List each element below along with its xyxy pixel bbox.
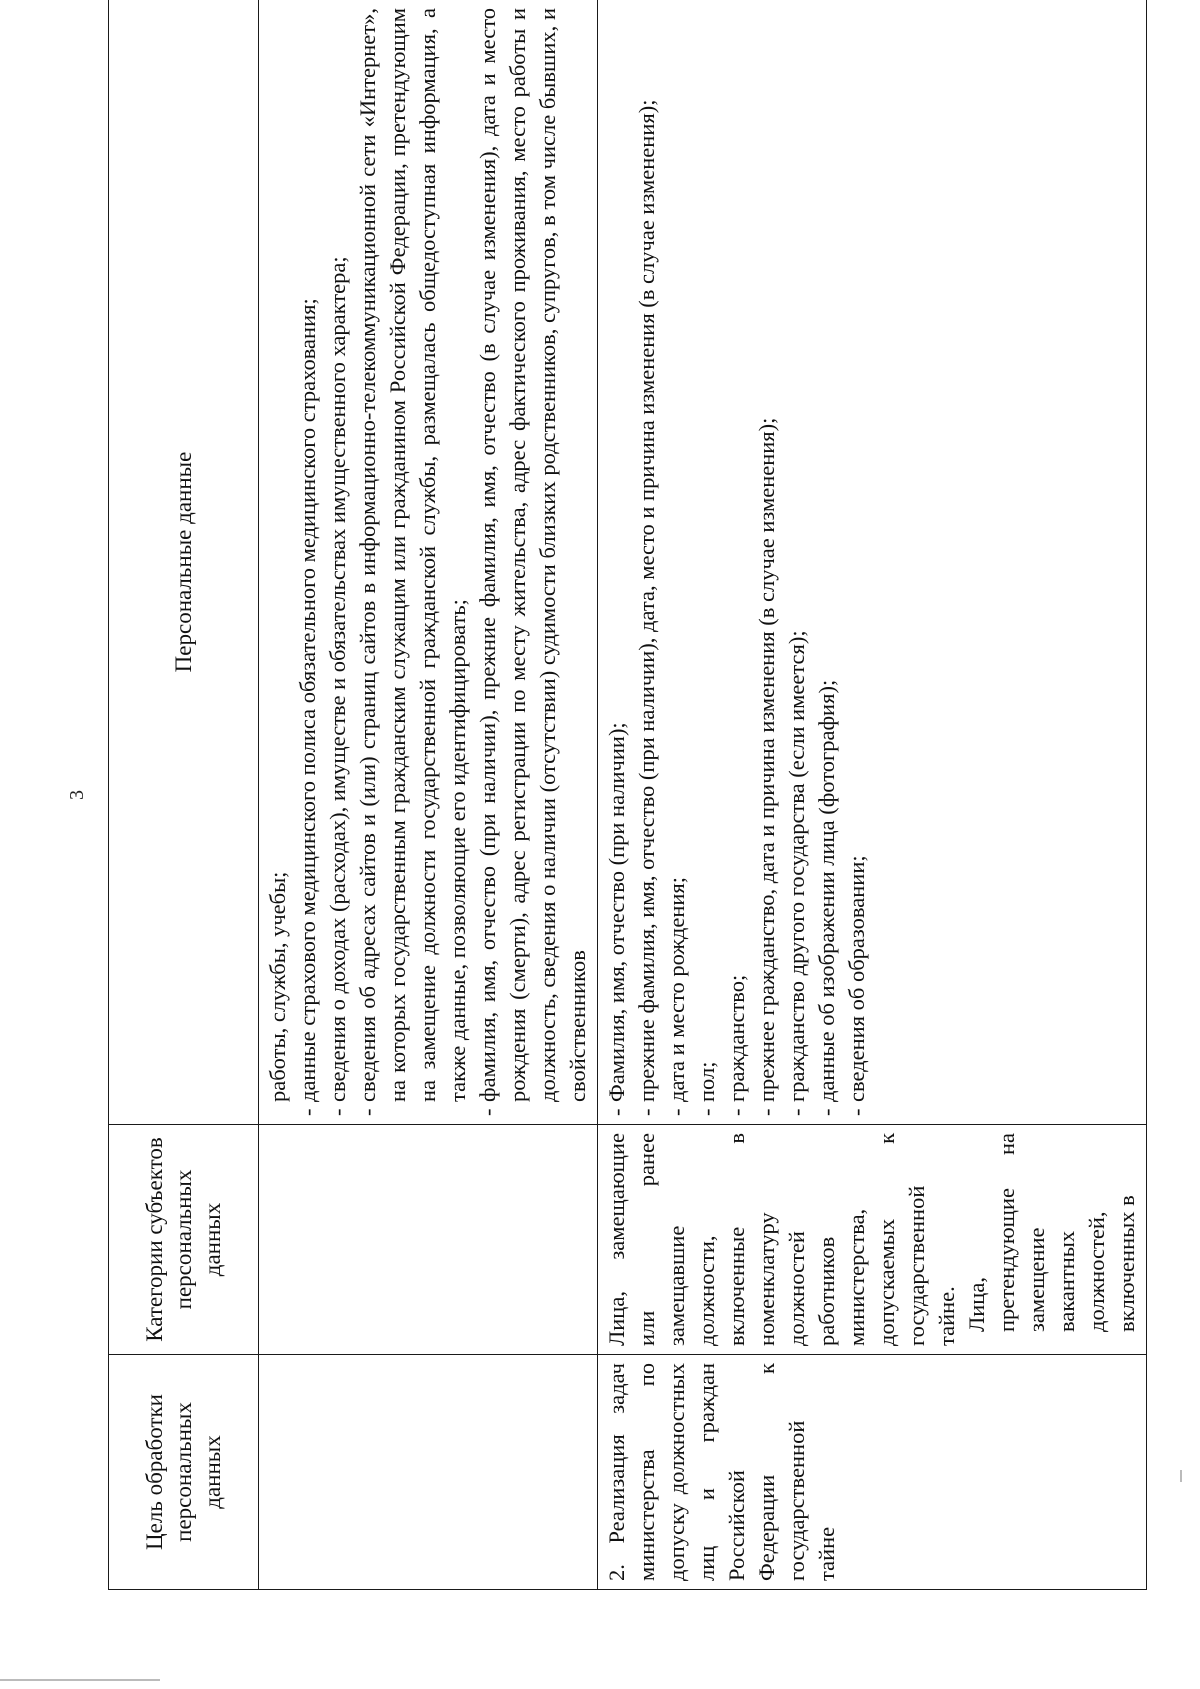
personal-data-list (263, 8, 593, 1116)
table-header-row (109, 0, 259, 1590)
table-row-2 (598, 0, 1147, 1590)
category-item: Лица, замещающие или ранее замещавшие должности, включенные в номенклатуру должностей работников министерства, допускаемых к государственной тайне. (604, 1133, 959, 1346)
list-item: - Фамилия, имя, отчество (при наличии); (602, 8, 632, 1116)
personal-data-list (602, 8, 872, 1116)
cell-categories (598, 1125, 1147, 1355)
list-item: - прежние фамилия, имя, отчество (при наличии), дата, место и причина изменения (в случае изменения); (632, 8, 662, 1116)
cell-personal-data (598, 0, 1147, 1125)
cell-personal-data (259, 0, 598, 1125)
list-item: - прежнее гражданство, дата и причина изменения (в случае изменения); (752, 8, 782, 1116)
scan-artifact (1180, 1470, 1182, 1482)
table-row-continuation (259, 0, 598, 1590)
cell-categories-empty (259, 1125, 598, 1355)
cell-purpose: 2. Реализация задач министерства по допуску должностных лиц и граждан Российской Федерации к государственной тайне (598, 1355, 1147, 1590)
cell-purpose-empty (259, 1355, 598, 1590)
rotated-sheet (108, 0, 1139, 1590)
list-item: - пол; (692, 8, 722, 1116)
page-number: 3 (66, 790, 88, 800)
list-item: - данные об изображении лица (фотография); (812, 8, 842, 1116)
list-item: работы, службы, учебы; (265, 871, 290, 1102)
header-personal-data: Персональные данные (109, 0, 259, 1125)
list-item: - дата и место рождения; (662, 8, 692, 1116)
scan-artifact (0, 1679, 160, 1681)
category-item: Лица, претендующие на замещение вакантных должностей, включенных в (964, 1133, 1139, 1332)
personal-data-table (108, 0, 1147, 1590)
list-item: - сведения о доходах (расходах), имуществе и обязательствах имущественного характера; (323, 8, 353, 1116)
list-item: - гражданство другого государства (если имеется); (782, 8, 812, 1116)
header-purpose: Цель обработки персональных данных (109, 1355, 259, 1590)
list-item: - сведения об образовании; (842, 8, 872, 1116)
header-categories: Категории субъектов персональных данных (109, 1125, 259, 1355)
list-item: - сведения об адресах сайтов и (или) страниц сайтов в информационно-телекоммуникационной сети «Интернет», на которых государственным гражданским служащим или гражданином Российской Федерации, претендующим на замещение должности государственной гражданской службы, размещалась общедоступная информация, а также данные, позволяющие его идентифицировать; (353, 8, 473, 1116)
list-item: - гражданство; (722, 8, 752, 1116)
list-item: - данные страхового медицинского полиса обязательного медицинского страхования; (293, 8, 323, 1116)
list-item: - фамилия, имя, отчество (при наличии), прежние фамилия, имя, отчество (в случае изменения), дата и место рождения (смерти), адрес регистрации по месту жительства, адрес фактического проживания, место работы и должность, сведения о наличии (отсутствии) судимости близких родственников, супругов, в том числе бывших, и свойственников (473, 8, 593, 1116)
